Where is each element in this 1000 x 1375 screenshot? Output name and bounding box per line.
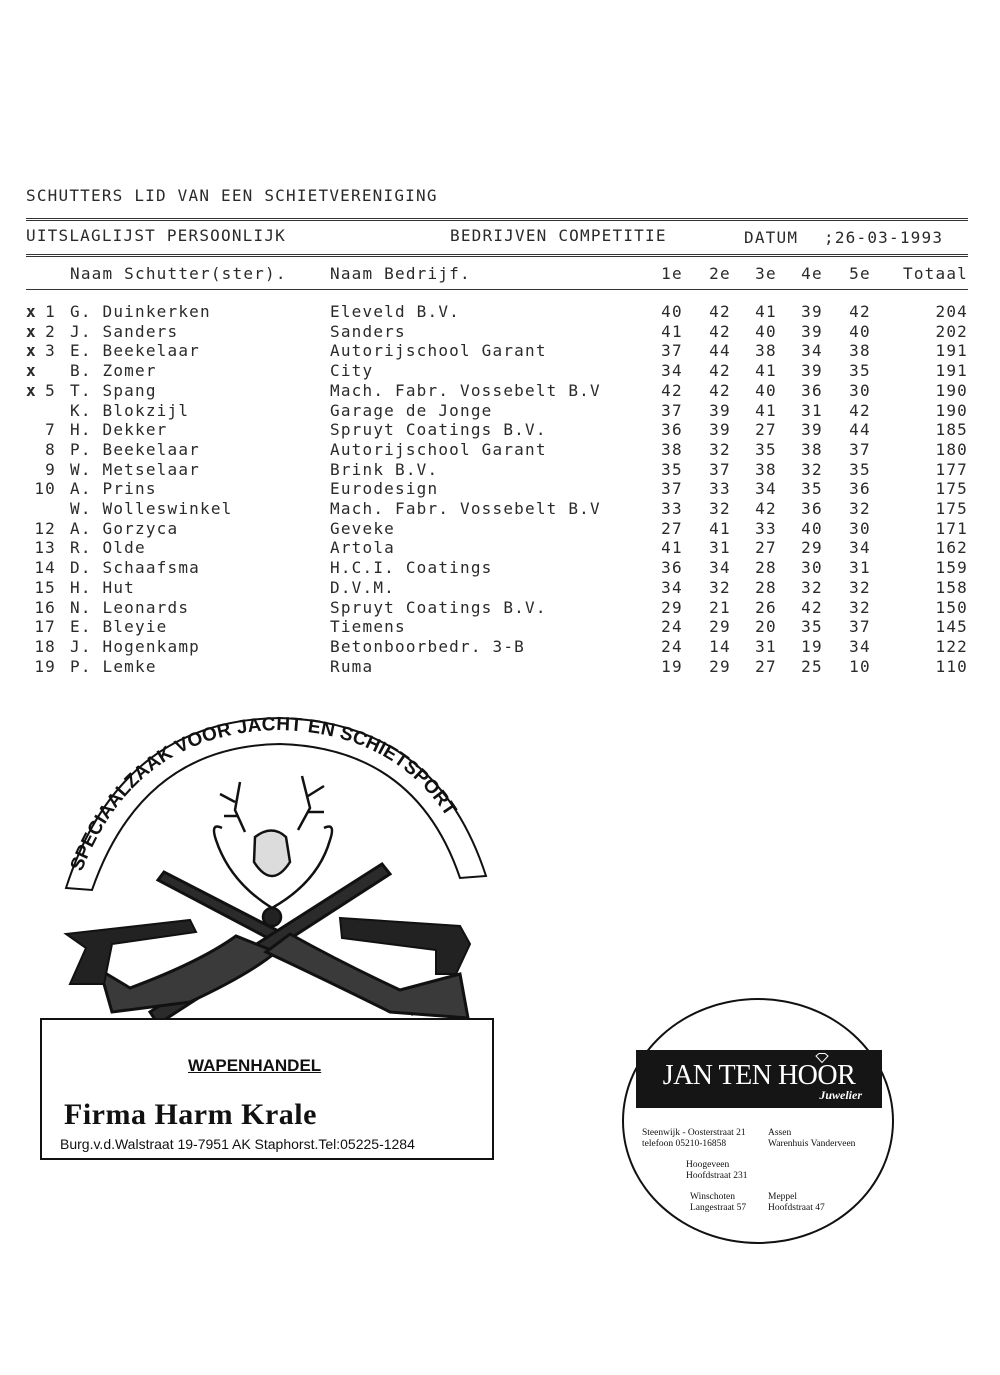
- krale-firm-name: Firma Harm Krale: [64, 1098, 317, 1131]
- crossed-rifles-emblem-icon: [40, 712, 500, 1032]
- score-2e-cell: 31: [709, 538, 731, 558]
- score-3e-cell: 20: [755, 617, 777, 637]
- score-4e-cell: 40: [801, 518, 823, 538]
- jan-ten-hoor-banner: [636, 1050, 882, 1108]
- score-2e-cell: 42: [709, 361, 731, 381]
- score-3e-cell: 27: [755, 656, 777, 676]
- table-row: [0, 499, 1000, 519]
- rank-cell: 2: [45, 321, 56, 341]
- score-2e-cell: 42: [709, 380, 731, 400]
- total-cell: 191: [935, 361, 968, 381]
- company-cell: Spruyt Coatings B.V.: [330, 597, 547, 617]
- shooter-name-cell: T. Spang: [70, 380, 157, 400]
- score-1e-cell: 38: [661, 439, 683, 459]
- score-3e-cell: 28: [755, 577, 777, 597]
- total-cell: 175: [935, 479, 968, 499]
- table-row: [0, 657, 1000, 677]
- company-cell: Artola: [330, 538, 395, 558]
- score-3e-cell: 27: [755, 538, 777, 558]
- score-1e-cell: 36: [661, 558, 683, 578]
- score-3e-cell: 31: [755, 636, 777, 656]
- competition-title: BEDRIJVEN COMPETITIE: [450, 226, 667, 245]
- table-row: [0, 361, 1000, 381]
- score-3e-cell: 41: [755, 361, 777, 381]
- score-1e-cell: 41: [661, 321, 683, 341]
- total-cell: 191: [935, 341, 968, 361]
- company-cell: Geveke: [330, 518, 395, 538]
- score-1e-cell: 34: [661, 577, 683, 597]
- table-row: [0, 598, 1000, 618]
- score-5e-cell: 34: [849, 636, 871, 656]
- company-cell: Mach. Fabr. Vossebelt B.V: [330, 499, 601, 518]
- col-header-5e: 5e: [849, 264, 871, 283]
- score-3e-cell: 38: [755, 459, 777, 479]
- score-2e-cell: 39: [709, 420, 731, 440]
- rank-cell: 8: [45, 439, 56, 459]
- total-cell: 159: [935, 558, 968, 578]
- score-4e-cell: 36: [801, 499, 823, 518]
- score-4e-cell: 39: [801, 302, 823, 321]
- score-3e-cell: 35: [755, 439, 777, 459]
- company-cell: Ruma: [330, 656, 374, 676]
- col-header-3e: 3e: [755, 264, 777, 283]
- score-5e-cell: 34: [849, 538, 871, 558]
- document-heading: SCHUTTERS LID VAN EEN SCHIETVERENIGING: [26, 186, 438, 205]
- company-cell: Mach. Fabr. Vossebelt B.V: [330, 380, 601, 400]
- rank-cell: 12: [34, 518, 56, 538]
- location-assen: Assen Warenhuis Vanderveen: [768, 1128, 856, 1149]
- company-cell: Sanders: [330, 321, 406, 341]
- header-rule-bottom: [26, 254, 968, 257]
- total-cell: 145: [935, 617, 968, 637]
- score-4e-cell: 19: [801, 636, 823, 656]
- location-hoogeveen: Hoogeveen Hoofdstraat 231: [686, 1160, 748, 1181]
- col-header-company: Naam Bedrijf.: [330, 264, 471, 283]
- total-cell: 162: [935, 538, 968, 558]
- score-3e-cell: 42: [755, 499, 777, 518]
- table-row: [0, 479, 1000, 499]
- score-1e-cell: 41: [661, 538, 683, 558]
- rank-cell: 5: [45, 380, 56, 400]
- shooter-name-cell: J. Hogenkamp: [70, 636, 200, 656]
- company-cell: Autorijschool Garant: [330, 439, 547, 459]
- score-4e-cell: 35: [801, 479, 823, 499]
- score-3e-cell: 40: [755, 321, 777, 341]
- score-4e-cell: 36: [801, 380, 823, 400]
- table-row: [0, 440, 1000, 460]
- rank-cell: 16: [34, 597, 56, 617]
- score-3e-cell: 26: [755, 597, 777, 617]
- company-cell: Eleveld B.V.: [330, 302, 460, 321]
- location-winschoten: Winschoten Langestraat 57: [690, 1192, 747, 1213]
- score-1e-cell: 24: [661, 617, 683, 637]
- score-4e-cell: 31: [801, 400, 823, 420]
- table-row: [0, 538, 1000, 558]
- shooter-name-cell: A. Prins: [70, 479, 157, 499]
- score-3e-cell: 33: [755, 518, 777, 538]
- score-2e-cell: 37: [709, 459, 731, 479]
- total-cell: 185: [935, 420, 968, 440]
- shooter-name-cell: P. Beekelaar: [70, 439, 200, 459]
- score-2e-cell: 42: [709, 321, 731, 341]
- column-header-row: [0, 264, 1000, 284]
- table-row: [0, 381, 1000, 401]
- score-1e-cell: 33: [661, 499, 683, 518]
- jan-ten-hoor-name: JAN TEN HOOR: [662, 1060, 856, 1091]
- score-5e-cell: 32: [849, 499, 871, 518]
- rank-cell: 17: [34, 617, 56, 637]
- company-cell: Brink B.V.: [330, 459, 439, 479]
- score-2e-cell: 41: [709, 518, 731, 538]
- company-cell: Eurodesign: [330, 479, 439, 499]
- shooter-name-cell: A. Gorzyca: [70, 518, 179, 538]
- table-row: [0, 558, 1000, 578]
- column-header-underline: [26, 289, 968, 290]
- score-1e-cell: 35: [661, 459, 683, 479]
- col-header-name: Naam Schutter(ster).: [70, 264, 287, 283]
- company-cell: Tiemens: [330, 617, 406, 637]
- score-1e-cell: 37: [661, 400, 683, 420]
- score-3e-cell: 38: [755, 341, 777, 361]
- shooter-name-cell: K. Blokzijl: [70, 400, 190, 420]
- rank-cell: 13: [34, 538, 56, 558]
- krale-info-box: [40, 1018, 494, 1160]
- score-2e-cell: 33: [709, 479, 731, 499]
- score-5e-cell: 32: [849, 597, 871, 617]
- company-cell: Spruyt Coatings B.V.: [330, 420, 547, 440]
- company-cell: Garage de Jonge: [330, 400, 493, 420]
- score-1e-cell: 34: [661, 361, 683, 381]
- total-cell: 158: [935, 577, 968, 597]
- score-5e-cell: 31: [849, 558, 871, 578]
- col-header-total: Totaal: [903, 264, 968, 283]
- total-cell: 175: [935, 499, 968, 518]
- rank-cell: 15: [34, 577, 56, 597]
- rank-cell: 19: [34, 656, 56, 676]
- total-cell: 110: [935, 656, 968, 676]
- score-4e-cell: 39: [801, 420, 823, 440]
- rank-cell: 10: [34, 479, 56, 499]
- mark-cell: x: [26, 380, 37, 400]
- table-row: [0, 460, 1000, 480]
- score-2e-cell: 42: [709, 302, 731, 321]
- mark-cell: x: [26, 361, 37, 381]
- rank-cell: 7: [45, 420, 56, 440]
- col-header-4e: 4e: [801, 264, 823, 283]
- score-1e-cell: 42: [661, 380, 683, 400]
- total-cell: 180: [935, 439, 968, 459]
- score-3e-cell: 41: [755, 302, 777, 321]
- table-row: [0, 302, 1000, 322]
- score-2e-cell: 14: [709, 636, 731, 656]
- score-2e-cell: 29: [709, 617, 731, 637]
- score-5e-cell: 32: [849, 577, 871, 597]
- score-1e-cell: 29: [661, 597, 683, 617]
- total-cell: 177: [935, 459, 968, 479]
- score-1e-cell: 40: [661, 302, 683, 321]
- rank-cell: 14: [34, 558, 56, 578]
- table-row: [0, 519, 1000, 539]
- location-steenwijk: Steenwijk - Oosterstraat 21 telefoon 05210-16858: [642, 1128, 746, 1149]
- rank-cell: 9: [45, 459, 56, 479]
- score-4e-cell: 39: [801, 361, 823, 381]
- score-5e-cell: 35: [849, 361, 871, 381]
- shooter-name-cell: D. Schaafsma: [70, 558, 200, 578]
- table-row: [0, 322, 1000, 342]
- score-3e-cell: 34: [755, 479, 777, 499]
- score-2e-cell: 34: [709, 558, 731, 578]
- header-rule-top: [26, 218, 968, 221]
- score-4e-cell: 35: [801, 617, 823, 637]
- shooter-name-cell: P. Lemke: [70, 656, 157, 676]
- mark-cell: x: [26, 321, 37, 341]
- score-4e-cell: 32: [801, 577, 823, 597]
- rank-cell: 18: [34, 636, 56, 656]
- company-cell: City: [330, 361, 374, 381]
- company-cell: Autorijschool Garant: [330, 341, 547, 361]
- shooter-name-cell: H. Dekker: [70, 420, 168, 440]
- total-cell: 122: [935, 636, 968, 656]
- mark-cell: x: [26, 302, 37, 321]
- company-cell: D.V.M.: [330, 577, 395, 597]
- score-1e-cell: 24: [661, 636, 683, 656]
- shooter-name-cell: H. Hut: [70, 577, 135, 597]
- total-cell: 202: [935, 321, 968, 341]
- list-title: UITSLAGLIJST PERSOONLIJK: [26, 226, 286, 245]
- shooter-name-cell: B. Zomer: [70, 361, 157, 381]
- krale-kind: WAPENHANDEL: [188, 1056, 322, 1075]
- total-cell: 190: [935, 380, 968, 400]
- shooter-name-cell: N. Leonards: [70, 597, 190, 617]
- score-1e-cell: 36: [661, 420, 683, 440]
- score-2e-cell: 44: [709, 341, 731, 361]
- total-cell: 190: [935, 400, 968, 420]
- total-cell: 204: [935, 302, 968, 321]
- score-3e-cell: 28: [755, 558, 777, 578]
- rank-cell: 1: [45, 302, 56, 321]
- score-4e-cell: 30: [801, 558, 823, 578]
- jan-ten-hoor-subtitle: Juwelier: [819, 1088, 862, 1102]
- svg-text:SPECIAALZAAK VOOR JACHT EN SCH: SPECIAALZAAK VOOR JACHT EN SCHIETSPORT: [66, 713, 461, 874]
- score-1e-cell: 37: [661, 479, 683, 499]
- score-4e-cell: 38: [801, 439, 823, 459]
- table-row: [0, 401, 1000, 421]
- score-5e-cell: 36: [849, 479, 871, 499]
- score-5e-cell: 30: [849, 380, 871, 400]
- shooter-name-cell: R. Olde: [70, 538, 146, 558]
- shooter-name-cell: E. Beekelaar: [70, 341, 200, 361]
- score-5e-cell: 10: [849, 656, 871, 676]
- score-5e-cell: 44: [849, 420, 871, 440]
- company-cell: H.C.I. Coatings: [330, 558, 493, 578]
- score-5e-cell: 35: [849, 459, 871, 479]
- jan-ten-hoor-advert: [622, 998, 894, 1244]
- table-row: [0, 420, 1000, 440]
- date-label: DATUM: [744, 228, 799, 247]
- table-row: [0, 617, 1000, 637]
- table-row: [0, 578, 1000, 598]
- score-3e-cell: 41: [755, 400, 777, 420]
- col-header-2e: 2e: [709, 264, 731, 283]
- score-1e-cell: 27: [661, 518, 683, 538]
- score-1e-cell: 37: [661, 341, 683, 361]
- location-meppel: Meppel Hoofdstraat 47: [768, 1192, 825, 1213]
- company-cell: Betonboorbedr. 3-B: [330, 636, 525, 656]
- score-5e-cell: 38: [849, 341, 871, 361]
- shooter-name-cell: E. Bleyie: [70, 617, 168, 637]
- shooter-name-cell: W. Wolleswinkel: [70, 499, 233, 518]
- krale-address: Burg.v.d.Walstraat 19-7951 AK Staphorst.Tel:05225-1284: [60, 1136, 415, 1152]
- score-2e-cell: 32: [709, 499, 731, 518]
- score-2e-cell: 21: [709, 597, 731, 617]
- table-row: [0, 637, 1000, 657]
- score-4e-cell: 25: [801, 656, 823, 676]
- score-2e-cell: 39: [709, 400, 731, 420]
- shooter-name-cell: J. Sanders: [70, 321, 179, 341]
- rank-cell: 3: [45, 341, 56, 361]
- col-header-1e: 1e: [661, 264, 683, 283]
- score-5e-cell: 30: [849, 518, 871, 538]
- score-4e-cell: 29: [801, 538, 823, 558]
- mark-cell: x: [26, 341, 37, 361]
- score-4e-cell: 42: [801, 597, 823, 617]
- date-value: ;26-03-1993: [824, 228, 944, 247]
- score-2e-cell: 29: [709, 656, 731, 676]
- score-5e-cell: 42: [849, 400, 871, 420]
- score-4e-cell: 39: [801, 321, 823, 341]
- shooter-name-cell: G. Duinkerken: [70, 302, 211, 321]
- score-4e-cell: 32: [801, 459, 823, 479]
- score-5e-cell: 42: [849, 302, 871, 321]
- score-1e-cell: 19: [661, 656, 683, 676]
- shooter-name-cell: W. Metselaar: [70, 459, 200, 479]
- score-5e-cell: 40: [849, 321, 871, 341]
- score-4e-cell: 34: [801, 341, 823, 361]
- score-2e-cell: 32: [709, 439, 731, 459]
- score-3e-cell: 40: [755, 380, 777, 400]
- score-3e-cell: 27: [755, 420, 777, 440]
- score-5e-cell: 37: [849, 617, 871, 637]
- total-cell: 171: [935, 518, 968, 538]
- score-2e-cell: 32: [709, 577, 731, 597]
- table-row: [0, 341, 1000, 361]
- score-5e-cell: 37: [849, 439, 871, 459]
- total-cell: 150: [935, 597, 968, 617]
